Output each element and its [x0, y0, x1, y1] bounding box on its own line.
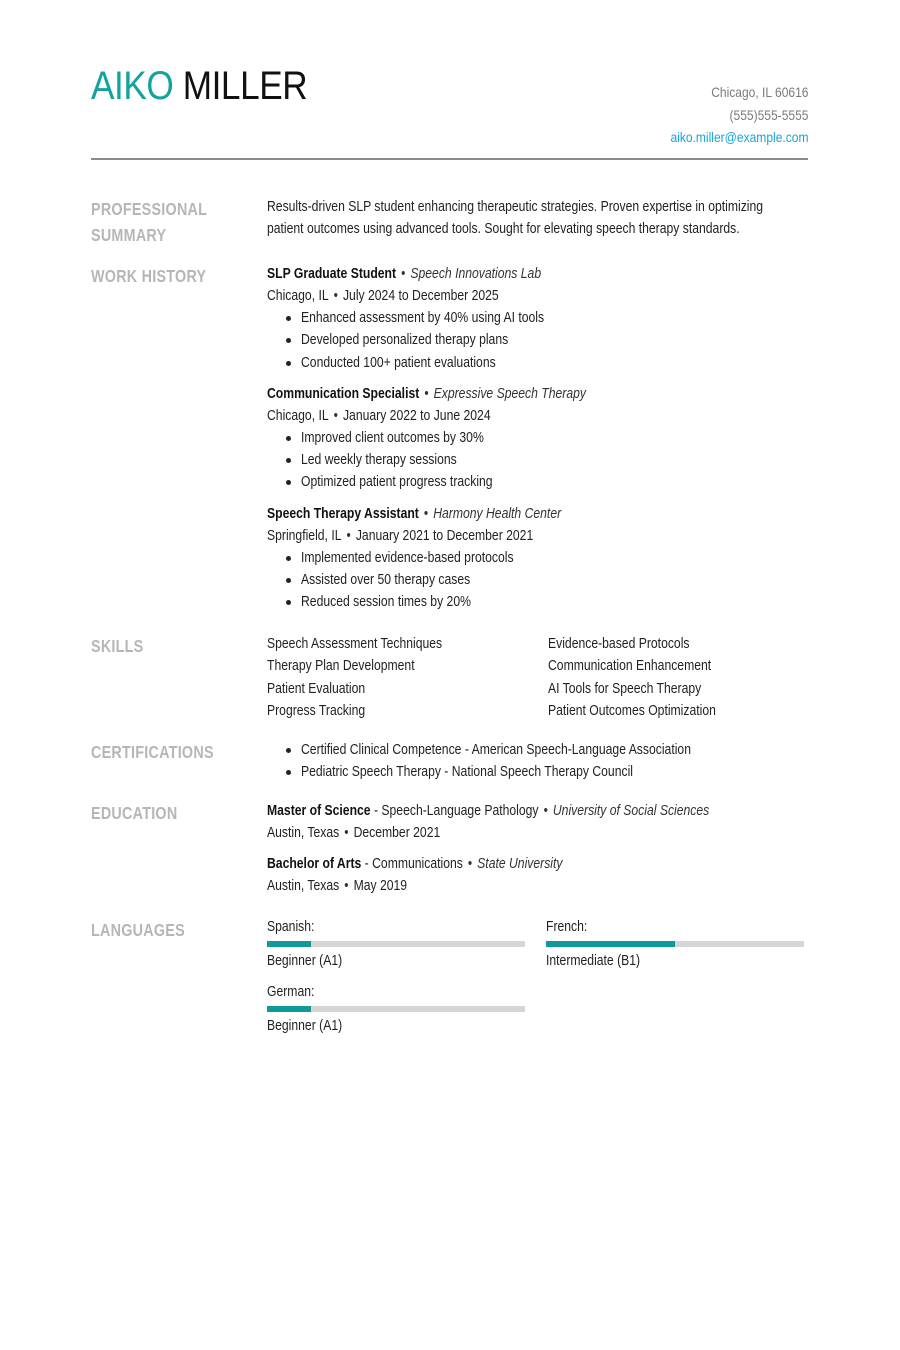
summary-text	[267, 196, 808, 240]
job-bullet: Assisted over 50 therapy cases	[267, 569, 808, 591]
education-list	[267, 800, 808, 906]
job-bullet: Developed personalized therapy plans	[267, 329, 808, 351]
bullet-icon	[286, 458, 291, 463]
field-of-study: - Communications	[361, 856, 463, 872]
bullet-icon	[286, 316, 291, 321]
language-level: Beginner (A1)	[267, 953, 343, 969]
section-title-certifications: CERTIFICATIONS	[91, 742, 214, 762]
section-title-work-history: WORK HISTORY	[91, 266, 207, 286]
bullet-icon	[286, 436, 291, 441]
contact-info	[648, 81, 808, 149]
bullet-icon	[286, 748, 291, 753]
job-title: SLP Graduate Student	[267, 266, 397, 282]
school-name: State University	[477, 856, 563, 872]
separator-dot: •	[401, 266, 406, 282]
section-summary	[91, 196, 808, 256]
section-title-languages: LANGUAGES	[91, 920, 185, 940]
job-title: Speech Therapy Assistant	[267, 505, 419, 522]
certifications-list	[267, 739, 808, 784]
separator-dot: •	[424, 385, 429, 402]
certification-item: Pediatric Speech Therapy - National Speech Therapy Council	[267, 761, 808, 783]
school-name: University of Social Sciences	[552, 803, 710, 819]
language-proficiency-fill	[546, 941, 675, 947]
resume-header	[91, 0, 808, 160]
job-employer: Speech Innovations Lab	[410, 266, 542, 282]
bullet-icon	[286, 600, 291, 605]
job-bullet: Led weekly therapy sessions	[267, 449, 808, 471]
job-title: Communication Specialist	[267, 385, 420, 402]
section-title-education: EDUCATION	[91, 803, 178, 823]
job-employer: Harmony Health Center	[433, 505, 562, 522]
separator-dot: •	[467, 856, 473, 872]
section-title-line: PROFESSIONAL	[91, 199, 208, 219]
job-bullets	[267, 307, 808, 374]
language-proficiency-bar	[546, 941, 804, 947]
job-location: Chicago, IL	[267, 407, 329, 424]
language-name: German:	[267, 984, 315, 1000]
contact-location: Chicago, IL 60616	[710, 84, 808, 100]
language-level: Intermediate (B1)	[546, 953, 641, 969]
language-item	[267, 982, 546, 1039]
separator-dot: •	[333, 288, 338, 304]
separator-dot: •	[344, 825, 349, 841]
resume-page	[91, 0, 808, 1034]
bullet-icon	[286, 556, 291, 561]
separator-dot: •	[346, 527, 351, 544]
job-bullet: Reduced session times by 20%	[267, 591, 808, 613]
header-divider	[91, 158, 808, 160]
job-bullet: Implemented evidence-based protocols	[267, 547, 808, 569]
job-bullet: Enhanced assessment by 40% using AI tools	[267, 307, 808, 329]
skill-item: Patient Evaluation	[267, 680, 366, 697]
contact-email-link[interactable]: aiko.miller@example.com	[669, 129, 808, 145]
section-title-line: SUMMARY	[91, 225, 167, 245]
job-entry	[267, 503, 808, 614]
skill-item: Progress Tracking	[267, 702, 366, 719]
language-level: Beginner (A1)	[267, 1018, 343, 1034]
separator-dot: •	[344, 878, 349, 894]
candidate-name	[91, 62, 307, 110]
section-title-summary	[91, 196, 222, 248]
bullet-icon	[286, 770, 291, 775]
school-location: Austin, Texas	[267, 825, 340, 841]
job-bullet: Improved client outcomes by 30%	[267, 427, 808, 449]
education-entry	[267, 853, 808, 897]
language-name: Spanish:	[267, 919, 315, 935]
graduation-date: May 2019	[353, 878, 408, 894]
job-employer: Expressive Speech Therapy	[433, 385, 586, 402]
skill-item: Evidence-based Protocols	[548, 636, 690, 652]
last-name: MILLER	[182, 64, 308, 108]
skills-list	[267, 633, 808, 722]
language-item	[267, 917, 546, 974]
first-name: AIKO	[91, 64, 174, 108]
certification-item: Certified Clinical Competence - American Speech-Language Association	[267, 739, 808, 761]
bullet-icon	[286, 480, 291, 485]
language-proficiency-fill	[267, 1006, 311, 1012]
summary-line: patient outcomes using advanced tools. Sought for elevating speech therapy standards.	[267, 221, 740, 237]
graduation-date: December 2021	[353, 825, 441, 841]
skill-item: Patient Outcomes Optimization	[548, 702, 716, 719]
language-proficiency-bar	[267, 941, 525, 947]
language-name: French:	[546, 919, 588, 935]
skill-item: Communication Enhancement	[548, 658, 712, 675]
bullet-icon	[286, 578, 291, 583]
job-entry	[267, 263, 808, 374]
job-location: Springfield, IL	[267, 527, 342, 544]
bullet-icon	[286, 361, 291, 366]
contact-phone: (555)555-5555	[729, 106, 808, 123]
section-title-skills: SKILLS	[91, 636, 144, 656]
job-bullet: Optimized patient progress tracking	[267, 471, 808, 493]
skill-item: Speech Assessment Techniques	[267, 636, 443, 652]
school-location: Austin, Texas	[267, 878, 340, 894]
job-bullets	[267, 427, 808, 494]
summary-line: Results-driven SLP student enhancing therapeutic strategies. Proven expertise in optimizing	[267, 199, 764, 215]
job-bullets	[267, 547, 808, 614]
field-of-study: - Speech-Language Pathology	[370, 803, 539, 819]
language-proficiency-bar	[267, 1006, 525, 1012]
language-proficiency-fill	[267, 941, 311, 947]
job-location: Chicago, IL	[267, 288, 329, 304]
degree: Master of Science	[267, 803, 371, 819]
separator-dot: •	[423, 505, 429, 522]
skill-item: AI Tools for Speech Therapy	[548, 680, 702, 697]
languages-list	[267, 917, 808, 1039]
job-dates: July 2024 to December 2025	[342, 288, 499, 304]
skill-item: Therapy Plan Development	[267, 658, 415, 675]
education-entry	[267, 800, 808, 844]
bullet-icon	[286, 338, 291, 343]
job-entry	[267, 383, 808, 494]
job-bullet: Conducted 100+ patient evaluations	[267, 352, 808, 374]
separator-dot: •	[543, 803, 548, 819]
job-dates: January 2021 to December 2021	[355, 527, 534, 544]
language-item	[546, 917, 808, 974]
work-history-list	[267, 263, 808, 623]
separator-dot: •	[333, 407, 338, 424]
job-dates: January 2022 to June 2024	[342, 407, 491, 424]
degree: Bachelor of Arts	[267, 856, 362, 872]
